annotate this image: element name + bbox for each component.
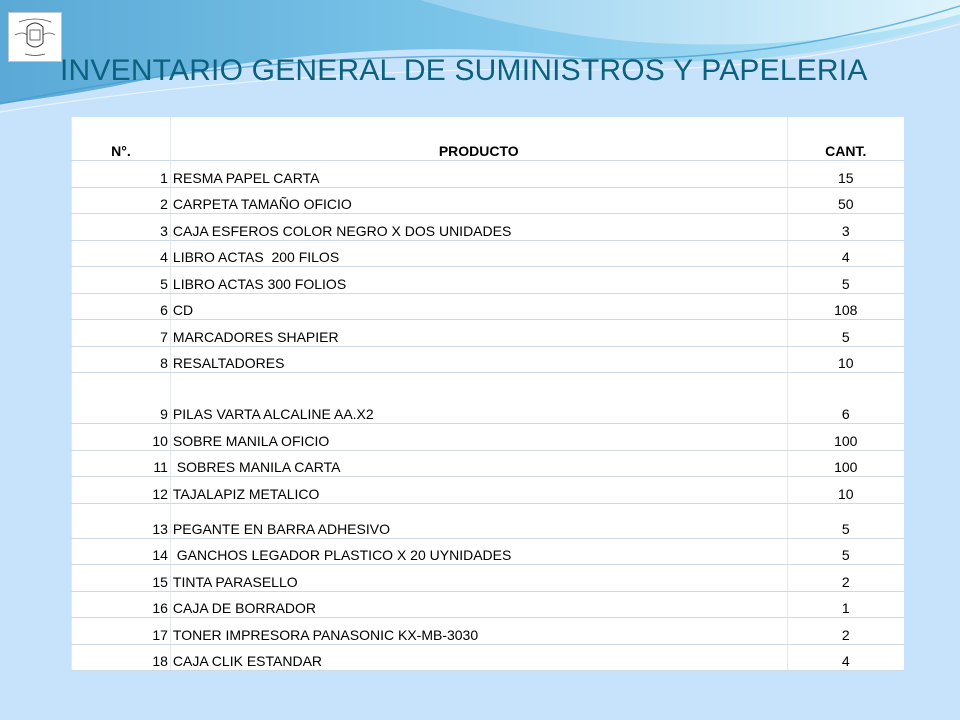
quantity-cell: 15: [787, 161, 904, 188]
row-number-cell: 6: [72, 293, 171, 320]
table-header-row: [72, 117, 905, 161]
table-row: [72, 267, 905, 294]
table-row: [72, 591, 905, 618]
quantity-cell: 5: [787, 320, 904, 347]
quantity-cell: 5: [787, 503, 904, 538]
quantity-cell: 5: [787, 538, 904, 565]
table-row: [72, 346, 905, 373]
product-name-cell: SOBRE MANILA OFICIO: [170, 424, 787, 451]
product-name-cell: CAJA CLIK ESTANDAR: [170, 644, 787, 671]
table-row: [72, 450, 905, 477]
row-number-cell: 18: [72, 644, 171, 671]
quantity-cell: 5: [787, 267, 904, 294]
row-number-cell: 12: [72, 477, 171, 504]
page-title: INVENTARIO GENERAL DE SUMINISTROS Y PAPELERIA: [60, 54, 868, 87]
row-number-cell: 15: [72, 565, 171, 592]
column-header-number: N°.: [72, 117, 171, 161]
product-name-cell: GANCHOS LEGADOR PLASTICO X 20 UYNIDADES: [170, 538, 787, 565]
row-number-cell: 1: [72, 161, 171, 188]
table-row: [72, 503, 905, 538]
quantity-cell: 6: [787, 373, 904, 424]
row-number-cell: 13: [72, 503, 171, 538]
row-number-cell: 16: [72, 591, 171, 618]
product-name-cell: SOBRES MANILA CARTA: [170, 450, 787, 477]
product-name-cell: TAJALAPIZ METALICO: [170, 477, 787, 504]
product-name-cell: TINTA PARASELLO: [170, 565, 787, 592]
table-row: [72, 618, 905, 645]
product-name-cell: LIBRO ACTAS 200 FILOS: [170, 240, 787, 267]
product-name-cell: CAJA DE BORRADOR: [170, 591, 787, 618]
row-number-cell: 2: [72, 187, 171, 214]
quantity-cell: 100: [787, 450, 904, 477]
row-number-cell: 14: [72, 538, 171, 565]
row-number-cell: 3: [72, 214, 171, 241]
quantity-cell: 2: [787, 618, 904, 645]
row-number-cell: 11: [72, 450, 171, 477]
quantity-cell: 1: [787, 591, 904, 618]
table-row: [72, 214, 905, 241]
table-row: [72, 424, 905, 451]
table-row: [72, 161, 905, 188]
product-name-cell: TONER IMPRESORA PANASONIC KX-MB-3030: [170, 618, 787, 645]
table-row: [72, 240, 905, 267]
row-number-cell: 8: [72, 346, 171, 373]
table-row: [72, 644, 905, 671]
table-row: [72, 538, 905, 565]
product-name-cell: PEGANTE EN BARRA ADHESIVO: [170, 503, 787, 538]
quantity-cell: 10: [787, 477, 904, 504]
quantity-cell: 108: [787, 293, 904, 320]
product-name-cell: PILAS VARTA ALCALINE AA.X2: [170, 373, 787, 424]
quantity-cell: 100: [787, 424, 904, 451]
quantity-cell: 50: [787, 187, 904, 214]
table-row: [72, 293, 905, 320]
product-name-cell: MARCADORES SHAPIER: [170, 320, 787, 347]
product-name-cell: CAJA ESFEROS COLOR NEGRO X DOS UNIDADES: [170, 214, 787, 241]
quantity-cell: 2: [787, 565, 904, 592]
row-number-cell: 10: [72, 424, 171, 451]
institution-logo: [8, 12, 62, 62]
product-name-cell: LIBRO ACTAS 300 FOLIOS: [170, 267, 787, 294]
quantity-cell: 4: [787, 644, 904, 671]
product-name-cell: CD: [170, 293, 787, 320]
column-header-product: PRODUCTO: [170, 117, 787, 161]
quantity-cell: 10: [787, 346, 904, 373]
table-row: [72, 477, 905, 504]
product-name-cell: RESALTADORES: [170, 346, 787, 373]
row-number-cell: 4: [72, 240, 171, 267]
row-number-cell: 17: [72, 618, 171, 645]
product-name-cell: RESMA PAPEL CARTA: [170, 161, 787, 188]
column-header-quantity: CANT.: [787, 117, 904, 161]
table-row: [72, 187, 905, 214]
quantity-cell: 4: [787, 240, 904, 267]
row-number-cell: 5: [72, 267, 171, 294]
quantity-cell: 3: [787, 214, 904, 241]
table-row: [72, 373, 905, 424]
product-name-cell: CARPETA TAMAÑO OFICIO: [170, 187, 787, 214]
institution-seal-icon: [9, 13, 61, 61]
table-row: [72, 320, 905, 347]
table-row: [72, 565, 905, 592]
row-number-cell: 7: [72, 320, 171, 347]
row-number-cell: 9: [72, 373, 171, 424]
inventory-table: [71, 117, 904, 671]
